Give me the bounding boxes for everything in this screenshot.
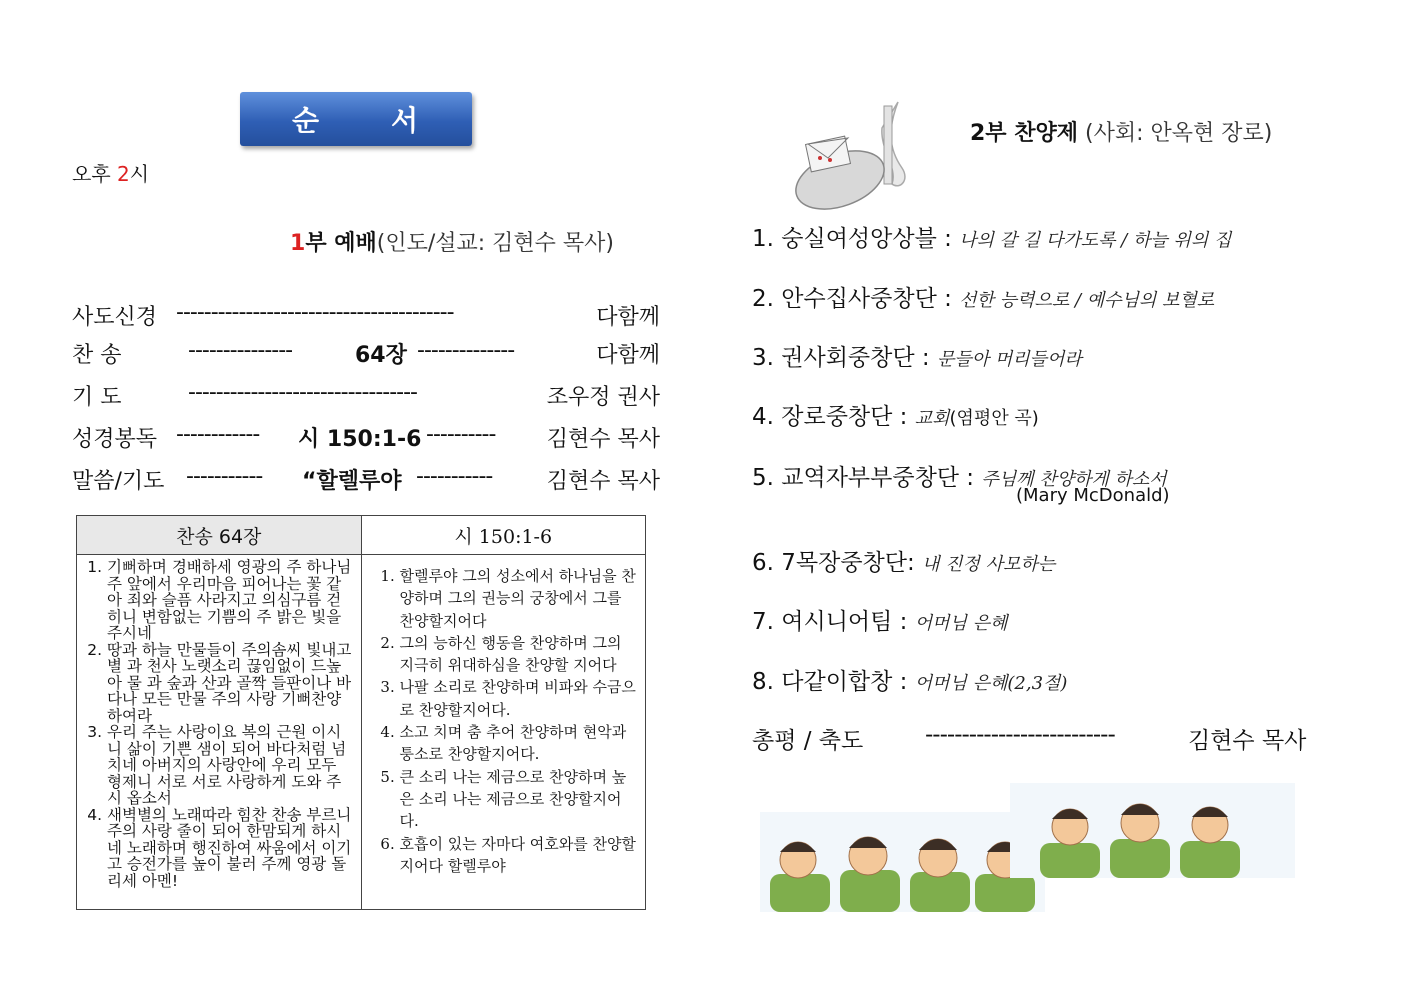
order-dashes: -------------- bbox=[417, 338, 515, 363]
hymn-verse: 2. 땅과 하늘 만물들이 주의솜씨 빛내고 별 과 천사 노랫소리 끊임없이 드높아 물 과 숲과 산과 골짝 들판이나 바다나 모든 만물 주의 사랑 기뻐찬양하여라 bbox=[107, 642, 355, 725]
program-item bbox=[752, 398, 1039, 431]
hymn-verse: 1. 기뻐하며 경배하세 영광의 주 하나님 주 앞에서 우리마음 피어나는 꽃 같아 죄와 슬픔 사라지고 의심구름 걷히니 변함없는 기쁨의 주 밝은 빛을 주시네 bbox=[107, 559, 355, 642]
hymn-lyrics-cell bbox=[77, 555, 362, 910]
order-person: 김현수 목사 bbox=[546, 427, 660, 452]
order-detail: 64장 bbox=[355, 343, 407, 368]
program-sep: : bbox=[936, 286, 960, 312]
hymn-psalm-table bbox=[76, 515, 646, 910]
program-item bbox=[752, 220, 1231, 253]
order-title-banner bbox=[240, 92, 472, 146]
order-dashes: --------------- bbox=[188, 338, 293, 363]
psalm-verse: 1. 할렐루야 그의 성소에서 하나님을 찬양하며 그의 권능의 궁창에서 그를 찬양할지어다 bbox=[400, 565, 640, 632]
order-person: 다함께 bbox=[596, 343, 660, 368]
program-song: 내 진정 사모하는 bbox=[922, 554, 1056, 575]
order-row bbox=[72, 300, 662, 336]
program-label: 1. 숭실여성앙상블 bbox=[752, 226, 937, 252]
program-label: 8. 다같이합창 bbox=[752, 669, 893, 695]
psalm-verse: 4. 소고 치며 춤 추어 찬양하며 현악과 퉁소로 찬양할지어다. bbox=[400, 721, 640, 766]
order-dashes: ---------- bbox=[426, 422, 496, 447]
program-sep: : bbox=[959, 465, 982, 491]
part1-heading bbox=[290, 226, 614, 257]
program-item bbox=[752, 603, 1007, 636]
part2-heading bbox=[970, 116, 1272, 147]
program-item bbox=[752, 339, 1082, 372]
order-dashes: ----------- bbox=[416, 464, 493, 489]
order-item: 사도신경 bbox=[72, 305, 158, 330]
psalm-verse: 3. 나팔 소리로 찬양하며 비파와 수금으로 찬양할지어다. bbox=[400, 676, 640, 721]
program-song: 선한 능력으로 / 예수님의 보혈로 bbox=[959, 290, 1215, 311]
time-prefix: 오후 bbox=[72, 162, 117, 186]
order-dashes: ------------ bbox=[176, 422, 260, 447]
order-item: 성경봉독 bbox=[72, 427, 158, 452]
title-char-2: 서 bbox=[391, 104, 421, 137]
program-song: 주님께 찬양하게 하소서 bbox=[981, 469, 1167, 490]
psalm-text-cell bbox=[361, 555, 646, 910]
program-label: 3. 권사회중창단 bbox=[752, 345, 915, 371]
psalm-header: 시 150:1-6 bbox=[361, 516, 646, 555]
hymn-lyrics bbox=[77, 555, 361, 889]
order-dashes: ----------- bbox=[186, 464, 263, 489]
order-item: 말씀/기도 bbox=[72, 469, 165, 494]
program-label: 5. 교역자부부중창단 bbox=[752, 465, 959, 491]
program-item bbox=[752, 663, 1067, 696]
program-song: 어머님 은혜(2,3절) bbox=[914, 673, 1068, 694]
program-label: 7. 여시니어팀 bbox=[752, 609, 893, 635]
program-label: 6. 7목장중창단: bbox=[752, 550, 915, 576]
order-row bbox=[72, 380, 662, 416]
psalm-text bbox=[362, 555, 646, 877]
program-sep: : bbox=[936, 226, 960, 252]
order-row bbox=[72, 464, 662, 500]
program-song: 문들아 머리들어라 bbox=[936, 349, 1082, 370]
program-note: (염평안 곡) bbox=[949, 408, 1039, 429]
choir-illustration-left bbox=[760, 812, 1045, 912]
service-time bbox=[72, 158, 149, 187]
hymn-header: 찬송 64장 bbox=[77, 516, 362, 555]
order-detail: 시 150:1-6 bbox=[298, 427, 422, 452]
program-item bbox=[752, 280, 1214, 313]
program-sep: : bbox=[914, 345, 937, 371]
closing-person: 김현수 목사 bbox=[1188, 728, 1307, 754]
hymn-verse: 3. 우리 주는 사랑이요 복의 근원 이시니 삶이 기쁜 샘이 되어 바다처럼 넘치네 아버지의 사랑안에 우리 모두 형제니 서로 서로 사랑하게 도와 주시 옵소서 bbox=[107, 724, 355, 807]
part1-leader: (인도/설교: 김현수 목사) bbox=[376, 231, 614, 256]
psalm-verse: 6. 호흡이 있는 자마다 여호와를 찬양할지어다 할렐루야 bbox=[400, 833, 640, 878]
order-dashes: --------------------------------- bbox=[188, 380, 417, 405]
program-label: 2. 안수집사중창단 bbox=[752, 286, 937, 312]
psalm-verse: 2. 그의 능하신 행동을 찬양하며 그의 지극히 위대하심을 찬양할 지어다 bbox=[400, 632, 640, 677]
closing-label: 총평 / 축도 bbox=[752, 728, 864, 754]
order-person: 김현수 목사 bbox=[546, 469, 660, 494]
order-detail: “할렐루야 bbox=[302, 469, 402, 494]
order-dashes: ---------------------------------------- bbox=[176, 300, 454, 325]
program-song: 교회 bbox=[914, 408, 950, 429]
order-row bbox=[72, 338, 662, 374]
part2-leader: (사회: 안옥현 장로) bbox=[1084, 121, 1273, 146]
program-song: 어머님 은혜 bbox=[914, 613, 1008, 634]
order-item: 기 도 bbox=[72, 385, 122, 410]
program-sep bbox=[915, 550, 922, 576]
program-sep: : bbox=[892, 669, 915, 695]
order-person: 다함께 bbox=[596, 305, 660, 330]
program-sep: : bbox=[892, 609, 915, 635]
music-note-illustration bbox=[770, 98, 930, 218]
closing-dashes: -------------------------- bbox=[925, 722, 1115, 748]
order-row bbox=[72, 422, 662, 458]
part1-title: 부 예배 bbox=[305, 231, 377, 256]
time-suffix: 시 bbox=[129, 162, 150, 186]
choir-illustration-right bbox=[1010, 783, 1295, 878]
program-sep: : bbox=[892, 404, 915, 430]
program-song: 나의 갈 길 다가도록 / 하늘 위의 집 bbox=[959, 230, 1232, 251]
part1-number: 1 bbox=[290, 231, 306, 256]
title-char-1: 순 bbox=[291, 104, 321, 137]
psalm-verse: 5. 큰 소리 나는 제금으로 찬양하며 높은 소리 나는 제금으로 찬양할지어다. bbox=[400, 766, 640, 833]
part2-title: 2부 찬양제 bbox=[970, 121, 1078, 146]
program-label: 4. 장로중창단 bbox=[752, 404, 893, 430]
composer-note: (Mary McDonald) bbox=[1016, 485, 1170, 506]
order-person: 조우정 권사 bbox=[546, 385, 660, 410]
order-item: 찬 송 bbox=[72, 343, 122, 368]
time-hour: 2 bbox=[117, 162, 130, 186]
hymn-verse: 4. 새벽별의 노래따라 힘찬 찬송 부르니 주의 사랑 줄이 되어 한맘되게 하시네 노래하며 행진하여 싸움에서 이기고 승전가를 높이 불러 주께 영광 돌리세 아멘! bbox=[107, 807, 355, 890]
program-item bbox=[752, 544, 1055, 577]
